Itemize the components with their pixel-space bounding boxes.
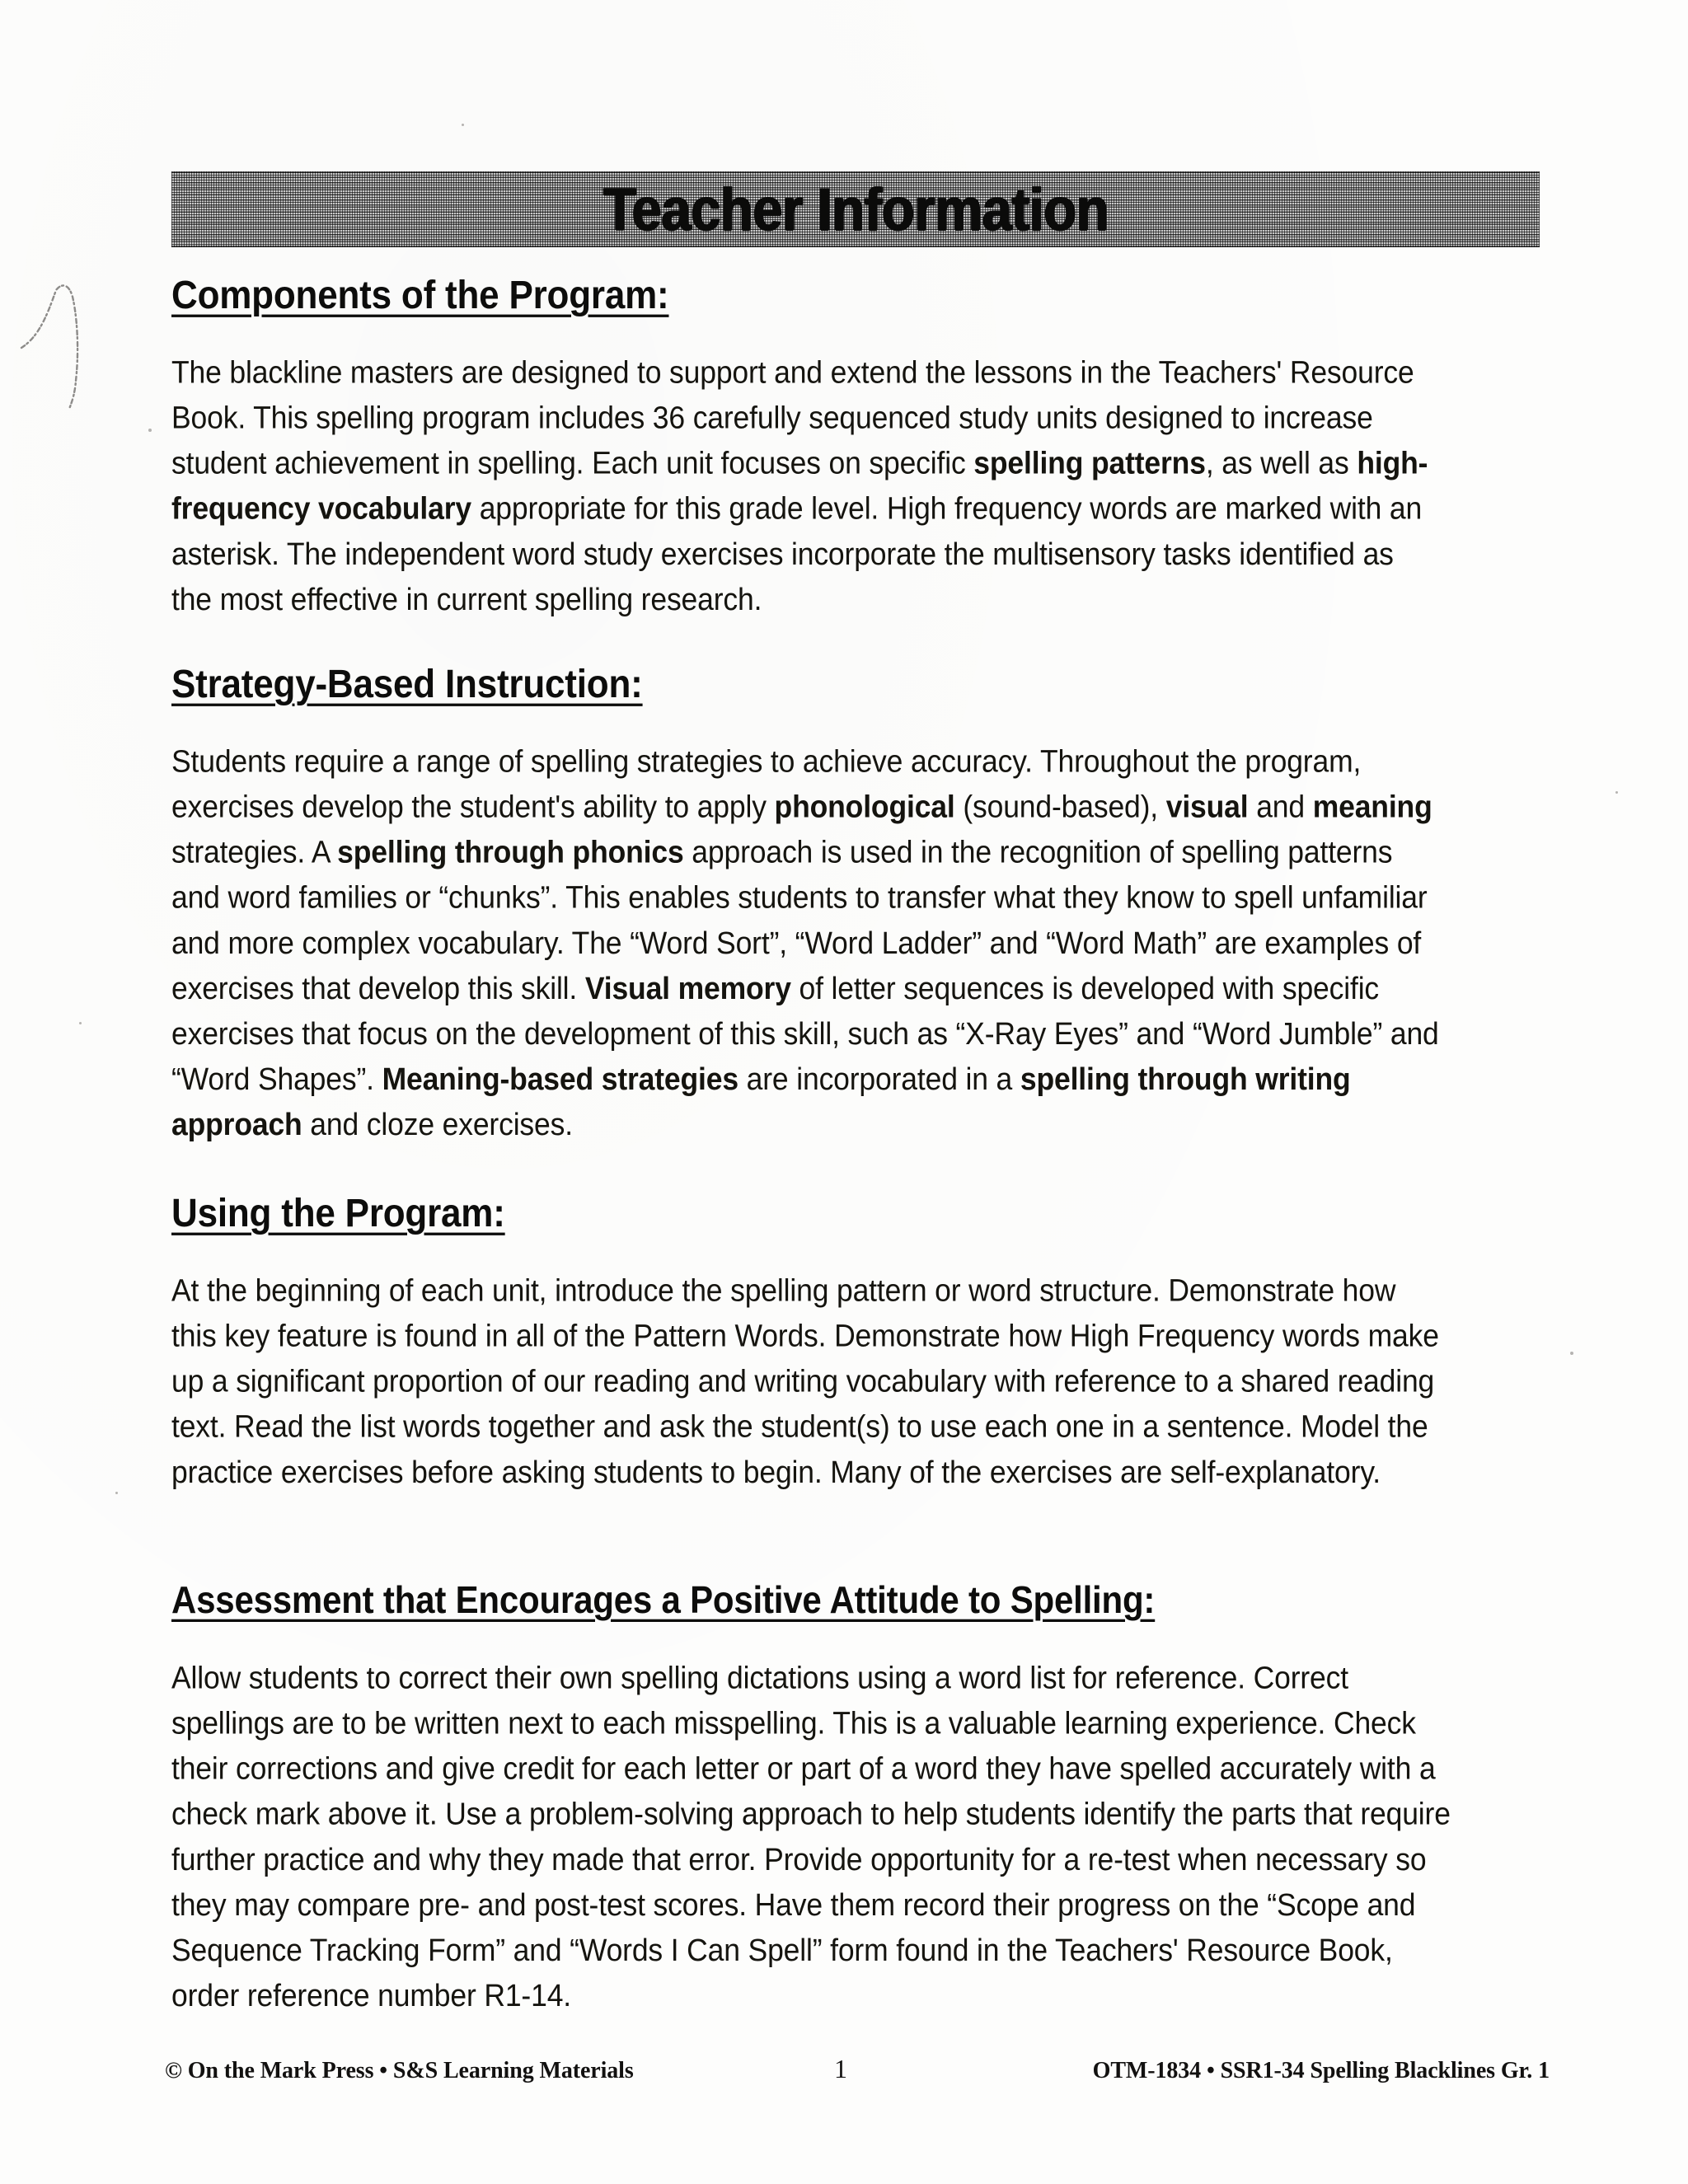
section-using-the-program	[171, 1191, 1556, 1490]
emphasis-term: spelling patterns	[973, 445, 1206, 480]
paragraph-text: Allow students to correct their own spelling dictations using a word list for reference. Correct spellings are to be written next to each misspelling. This is a valuable learning experience. Check their corrections and give credit for each letter or part of a word they have spelled accurately with a check mark above it. Use a problem-solving approach to help students identify the parts that require further practice and why they made that error. Provide opportunity for a re-test when necessary so they may compare pre- and post-test scores. Have them record their progress on the “Scope and Sequence Tracking Form” and “Words I Can Spell” form found in the Teachers' Resource Book, order reference number R1-14.	[171, 1660, 1451, 2013]
emphasis-term: visual	[1165, 789, 1249, 824]
paragraph-text: are incorporated in a	[738, 1062, 1020, 1097]
emphasis-term: Meaning-based strategies	[382, 1062, 738, 1097]
section-paragraph	[171, 738, 1441, 1147]
section-assessment-positive-attitude	[171, 1578, 1573, 2013]
scan-speck	[462, 124, 464, 126]
paragraph-text: strategies. A	[171, 834, 338, 869]
section-paragraph	[171, 349, 1441, 622]
emphasis-term: spelling through phonics	[337, 834, 684, 869]
footer-copyright: © On the Mark Press • S&S Learning Materials	[165, 2058, 634, 2083]
scan-speck	[148, 429, 152, 432]
scan-speck	[115, 1492, 118, 1494]
paragraph-text: approach is used in the recognition of spelling patterns and word families or “chunks”. This enables students to transfer what they know to spell unfamiliar and more complex vocabulary. The “Word Sort”, “Word Ladder” and “Word Math” are examples of exercises that develop this skill.	[171, 834, 1428, 1006]
section-paragraph	[171, 1655, 1461, 2018]
section-components-of-the-program	[171, 273, 1556, 617]
paragraph-text: The blackline masters are designed to support and extend the lessons in the Teachers' Resource Book. This spelling program includes 36 carefully sequenced study units designed to increase student achievement in spelling. Each unit focuses on specific	[171, 354, 1414, 480]
paragraph-text: and	[1248, 789, 1313, 824]
paragraph-text: of letter sequences is developed with specific exercises that focus on the development of this skill, such as “X-Ray Eyes” and “Word Jumble” and “Word Shapes”.	[171, 970, 1439, 1097]
emphasis-term: high-frequency vocabulary	[171, 445, 1428, 527]
section-heading: Components of the Program:	[171, 273, 669, 317]
section-heading: Using the Program:	[171, 1191, 505, 1235]
page-footer	[165, 2054, 1550, 2084]
paragraph-text: and cloze exercises.	[302, 1107, 573, 1142]
page-banner	[171, 171, 1540, 247]
paragraph-text: , as well as	[1205, 445, 1357, 480]
paragraph-text: At the beginning of each unit, introduce the spelling pattern or word structure. Demonstrate how this key feature is found in all of the Pattern Words. Demonstrate how High Frequency words make up a significant proportion of our reading and writing vocabulary with reference to a shared reading text. Read the list words together and ask the student(s) to use each one in a sentence. Model the practice exercises before asking students to begin. Many of the exercises are self-explanatory.	[171, 1272, 1439, 1490]
paragraph-text: (sound-based),	[954, 789, 1166, 824]
section-heading: Assessment that Encourages a Positive Attitude to Spelling:	[171, 1578, 1156, 1621]
footer-page-number: 1	[834, 2054, 847, 2083]
paragraph-text: Students require a range of spelling strategies to achieve accuracy. Throughout the program, exercises develop the student's ability to apply	[171, 743, 1362, 824]
emphasis-term: Visual memory	[584, 970, 791, 1006]
scan-speck	[79, 1022, 82, 1024]
section-heading: Strategy-Based Instruction:	[171, 662, 643, 706]
emphasis-term: meaning	[1312, 789, 1432, 824]
emphasis-term: spelling through writing approach	[171, 1062, 1351, 1142]
section-paragraph	[171, 1268, 1441, 1495]
footer-reference: OTM-1834 • SSR1-34 Spelling Blacklines Gr. 1	[1092, 2058, 1550, 2083]
scan-speck	[1570, 1352, 1573, 1355]
emphasis-term: phonological	[774, 789, 955, 824]
banner-title: Teacher Information	[603, 175, 1109, 244]
scan-speck	[1615, 791, 1618, 794]
section-strategy-based-instruction	[171, 662, 1556, 1142]
paragraph-text: appropriate for this grade level. High frequency words are marked with an asterisk. The independent word study exercises incorporate the multisensory tasks identified as the most effective in current spelling research.	[171, 490, 1423, 617]
